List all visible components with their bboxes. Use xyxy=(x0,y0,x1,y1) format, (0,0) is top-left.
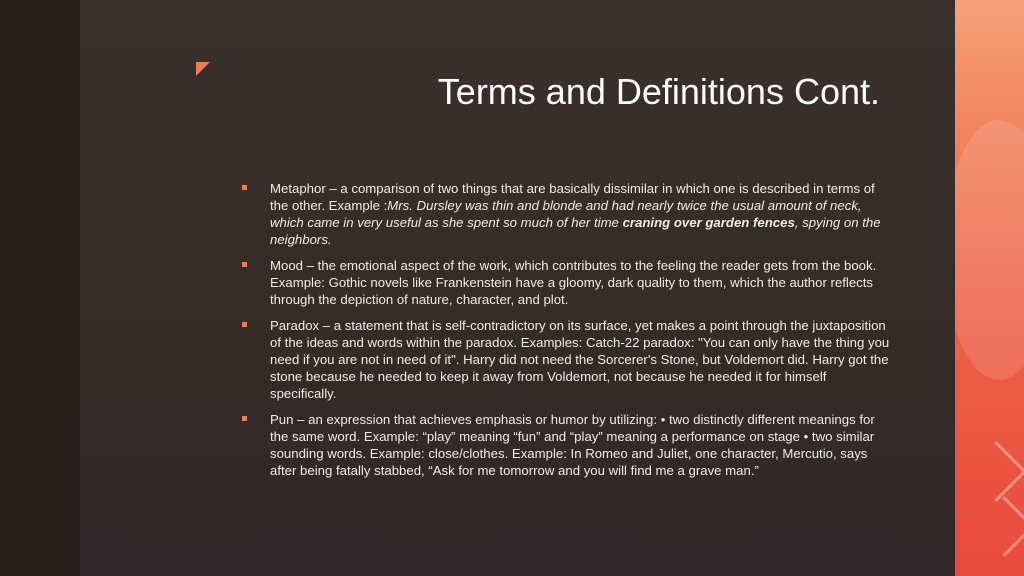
chevron-icon xyxy=(974,496,1024,557)
list-item-text: Pun – an expression that achieves emphasis or humor by utilizing: • two distinctly different meanings for the same word. Example: “play” meaning “fun” and “play” meaning a performance on stage • two similar sounding words. Example: close/clothes. Example: In Romeo and Juliet, one character, Mercutio, says after being fatally stabbed, “Ask for me tomorrow and you will find me a grave man.” xyxy=(270,412,875,478)
list-item xyxy=(240,411,890,479)
list-item xyxy=(240,180,890,248)
square-bullet-icon xyxy=(242,185,247,190)
square-bullet-icon xyxy=(242,322,247,327)
square-bullet-icon xyxy=(242,262,247,267)
list-item-text xyxy=(270,181,881,247)
text-segment: Metaphor – a comparison of two things that are basically dissimilar in which one is described in terms of the other. Example : xyxy=(270,181,875,213)
list-item xyxy=(240,257,890,308)
slide-title: Terms and Definitions Cont. xyxy=(437,71,880,112)
text-segment: Mrs. Dursley was thin and blonde and had nearly twice the usual amount of neck, which came in very useful as she spent so much of her time xyxy=(270,198,862,230)
list-item-text: Paradox – a statement that is self-contradictory on its surface, yet makes a point through the juxtaposition of the ideas and words within the paradox. Examples: Catch-22 paradox: "You can only have the thing you need if you are not in need of it". Harry did not need the Sorcerer's Stone, but Voldemort did. Harry got the stone because he needed to keep it away from Voldemort, not because he needed it for himself specifically. xyxy=(270,318,890,401)
list-item-text: Mood – the emotional aspect of the work, which contributes to the feeling the reader gets from the book. Example: Gothic novels like Frankenstein have a gloomy, dark quality to them, which the author reflects through the depiction of nature, character, and plot. xyxy=(270,258,877,307)
list-item xyxy=(240,317,890,402)
bullet-list xyxy=(240,180,890,488)
right-accent-panel xyxy=(955,0,1024,576)
left-background-strip xyxy=(0,0,80,576)
corner-triangle-icon xyxy=(196,62,210,76)
accent-highlight xyxy=(955,120,1024,380)
square-bullet-icon xyxy=(242,416,247,421)
text-segment: craning over garden fences xyxy=(622,215,795,230)
text-segment: , spying on the neighbors. xyxy=(270,215,881,247)
chevron-icon xyxy=(966,441,1024,502)
